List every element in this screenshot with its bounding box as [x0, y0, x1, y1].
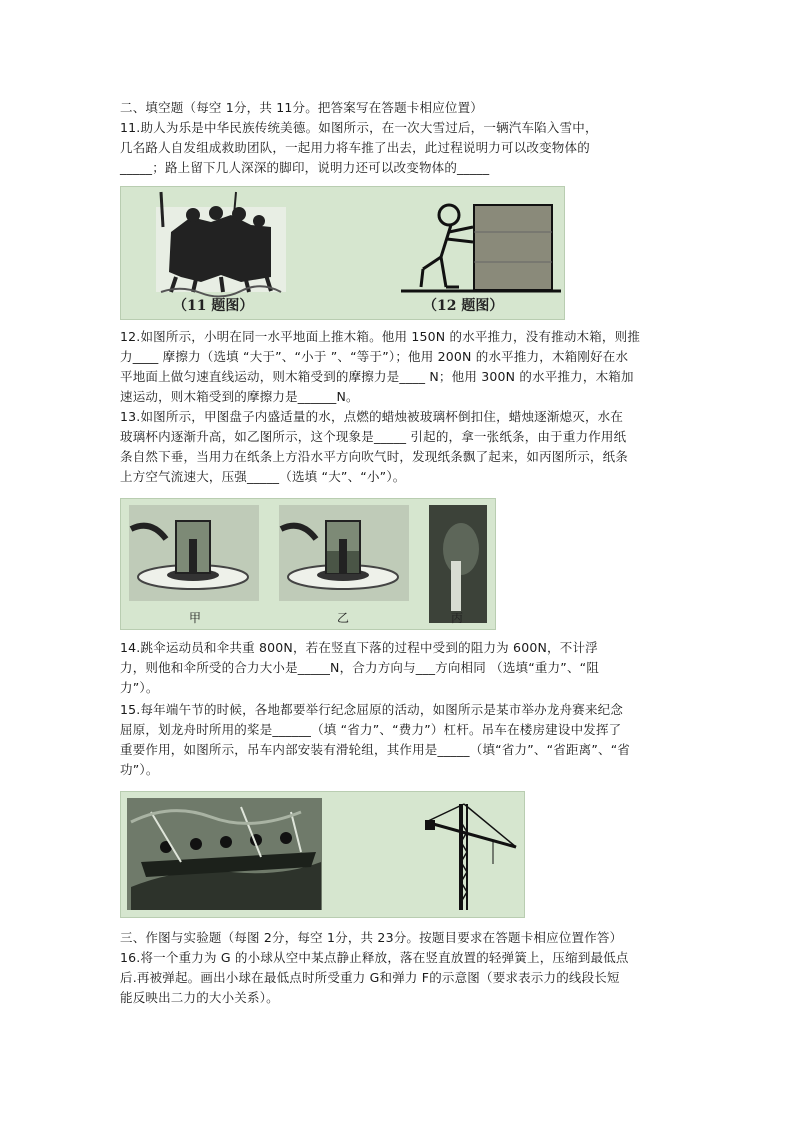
q11-line-2: 几名路人自发组成救助团队，一起用力将车推了出去，此过程说明力可以改变物体的: [120, 140, 590, 155]
q15-line-2: 屈原，划龙舟时所用的桨是______（填 “省力”、“费力”）杠杆。吊车在楼房建设中发挥了: [120, 722, 622, 737]
q13-line-3: 条自然下垂，当用力在纸条上方沿水平方向吹气时，发现纸条飘了起来，如丙图所示，纸条: [120, 449, 629, 464]
figure-11-12-panel: [120, 186, 565, 320]
q15-line-1: 15.每年端午节的时候，各地都要举行纪念屈原的活动，如图所示是某市举办龙舟赛来纪念: [120, 702, 624, 717]
section-3-heading: 三、作图与实验题（每图 2分，每空 1分，共 23分。按题目要求在答题卡相应位置作答）: [120, 930, 623, 945]
q13-line-2: 玻璃杯内逐渐升高，如乙图所示，这个现象是_____ 引起的，拿一张纸条，由于重力作用纸: [120, 429, 627, 444]
q12-line-2: 力____ 摩擦力（选填 “大于”、“小于 ”、“等于”）；他用 200N 的水平推力，木箱刚好在水: [120, 349, 629, 364]
q16-line-3: 能反映出二力的大小关系）。: [120, 990, 279, 1005]
figure-12-caption: （12 题图）: [423, 298, 504, 314]
q16-line-1: 16.将一个重力为 G 的小球从空中某点静止释放，落在竖直放置的轻弹簧上，压缩到最低点: [120, 950, 629, 965]
figure-13-label-bing: 丙: [451, 611, 464, 625]
figure-11-caption: （11 题图）: [173, 298, 254, 314]
figure-15-crane-image: [121, 792, 524, 917]
q15-line-3: 重要作用，如图所示，吊车内部安装有滑轮组，其作用是_____（填“省力”、“省距离”、“省: [120, 742, 631, 757]
figure-15-panel: [120, 791, 525, 918]
figure-13-panel: [120, 498, 496, 630]
section-2-heading: 二、填空题（每空 1分，共 11分。把答案写在答题卡相应位置）: [120, 100, 484, 115]
q14-line-1: 14.跳伞运动员和伞共重 800N，若在竖直下落的过程中受到的阻力为 600N，不计浮: [120, 640, 598, 655]
figure-13-label-yi: 乙: [337, 611, 350, 625]
q11-line-3: _____；路上留下几人深深的脚印，说明力还可以改变物体的_____: [120, 160, 490, 175]
q13-line-1: 13.如图所示，甲图盘子内盛适量的水，点燃的蜡烛被玻璃杯倒扣住，蜡烛逐渐熄灭，水在: [120, 409, 624, 424]
q16-line-2: 后.再被弹起。画出小球在最低点时所受重力 G和弹力 F的示意图（要求表示力的线段长短: [120, 970, 620, 985]
q14-line-3: 力”）。: [120, 680, 159, 695]
q12-line-4: 速运动，则木箱受到的摩擦力是______N。: [120, 389, 359, 404]
q12-line-1: 12.如图所示，小明在同一水平地面上推木箱。他用 150N 的水平推力，没有推动木箱，则推: [120, 329, 641, 344]
figure-13-candle-experiments-image: [121, 499, 495, 629]
q14-line-2: 力，则他和伞所受的合力大小是_____N，合力方向与___方向相同 （选填“重力”、“阻: [120, 660, 600, 675]
figure-13-label-jia: 甲: [189, 611, 202, 625]
q13-line-4: 上方空气流速大，压强_____（选填 “大”、“小”）。: [120, 469, 406, 484]
q15-line-4: 功”）。: [120, 762, 159, 777]
q12-line-3: 平地面上做匀速直线运动，则木箱受到的摩擦力是____ N；他用 300N 的水平推力，木箱加: [120, 369, 634, 384]
q11-line-1: 11.助人为乐是中华民族传统美德。如图所示，在一次大雪过后，一辆汽车陷入雪中，: [120, 120, 598, 135]
